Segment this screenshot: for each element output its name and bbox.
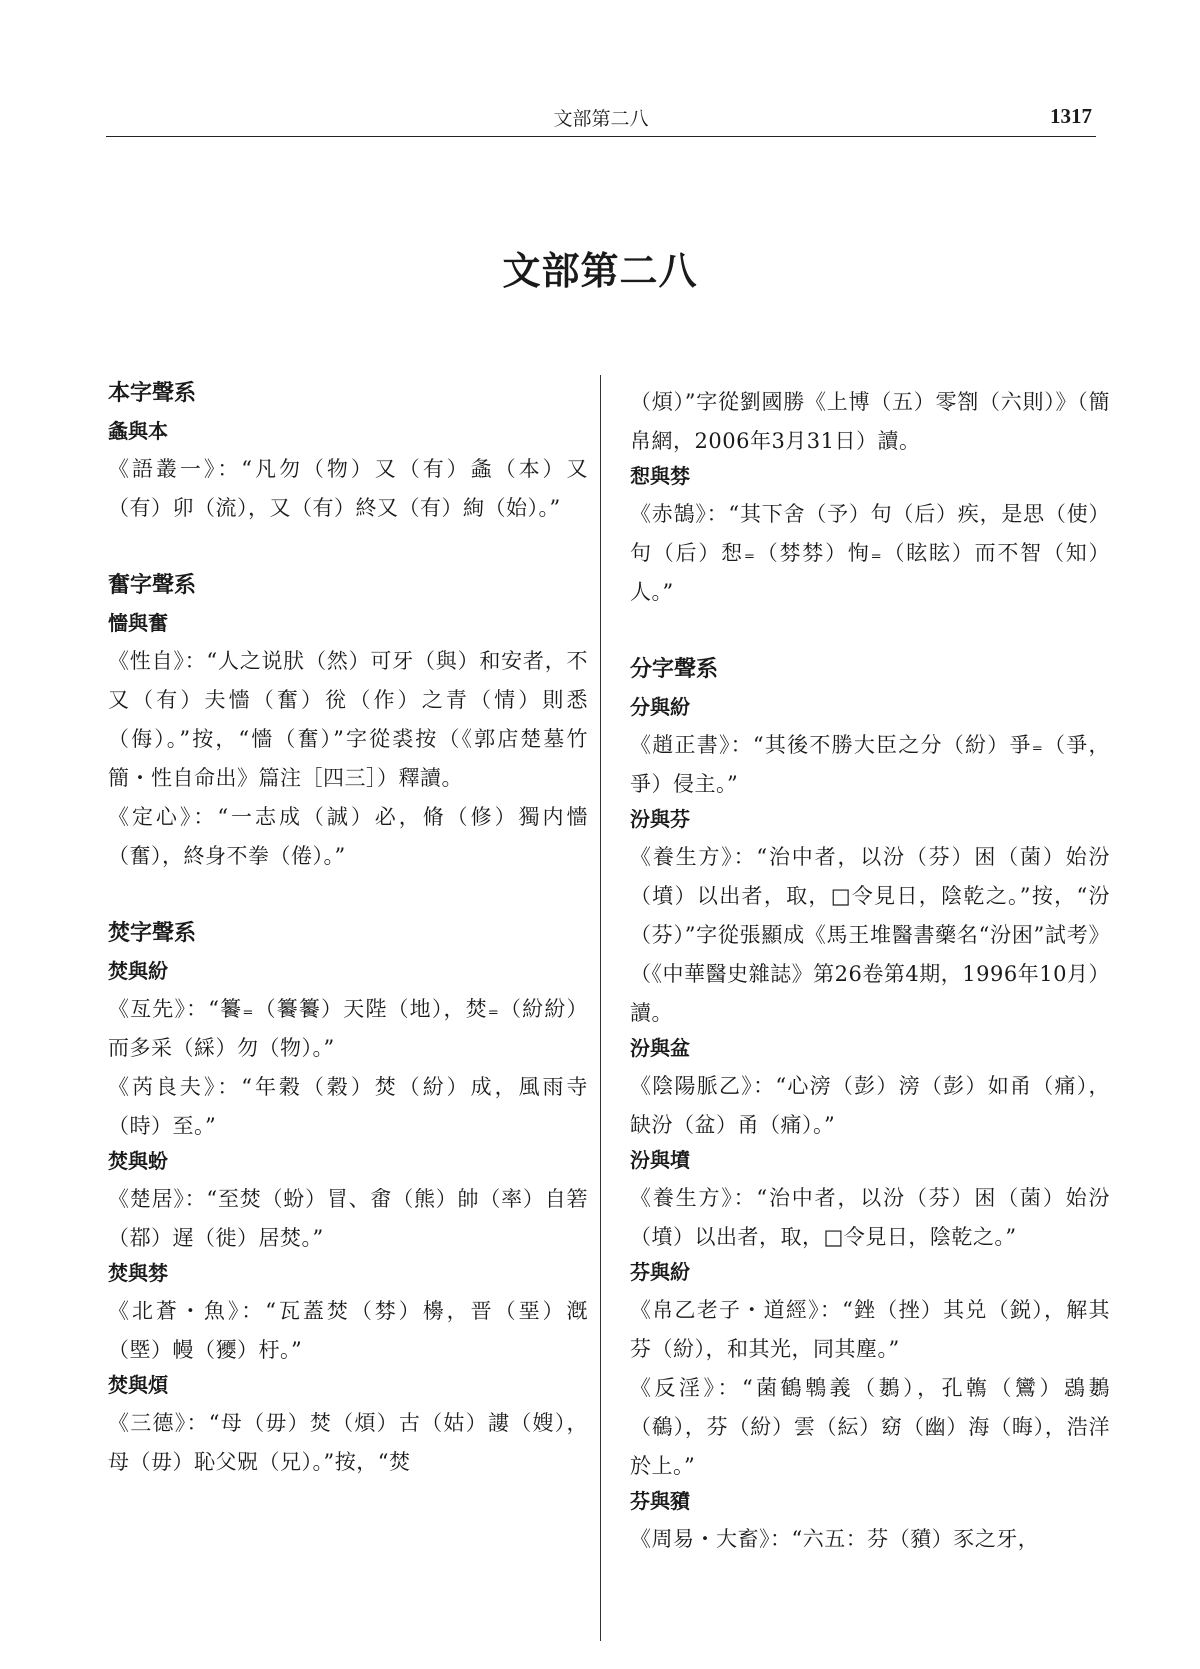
character-pair-entry — [108, 1258, 588, 1370]
character-pair-entry — [108, 1146, 588, 1258]
entry-heading: 汾與芬 — [630, 807, 690, 831]
character-pair-entry — [630, 1145, 1110, 1257]
citation-paragraph: 《語叢一》：“凡勿（物）又（有）螽（本）又（有）卯（流），又（有）終又（有）絢（始）。” — [108, 457, 588, 520]
phonetic-series-section — [630, 654, 1110, 1559]
phonetic-series-section — [108, 918, 588, 1482]
citation-paragraph: 《赤鵠》：“其下舍（予）句（后）疾，是思（使）句（后）惒₌（棼棼）恂₌（眩眩）而不智（知）人。” — [630, 502, 1110, 604]
running-title: 文部第二八 — [553, 108, 649, 130]
section-heading: 分字聲系 — [630, 657, 719, 682]
section-gap — [630, 612, 1110, 654]
character-pair-entry — [630, 1486, 1110, 1559]
citation-paragraph: 《亙先》：“䉵₌（䉵䉵）天陛（地），焚₌（紛紛）而多采（綵）勿（物）。” — [108, 997, 588, 1060]
section-gap — [108, 528, 588, 570]
citation-paragraph: 《陰陽脈乙》：“心滂（彭）滂（彭）如甬（痛），缺汾（盆）甬（痛）。” — [630, 1074, 1110, 1137]
entry-heading: 分與紛 — [630, 695, 690, 719]
citation-paragraph: 《芮良夫》：“年穀（穀）焚（紛）成，風雨寺（時）至。” — [108, 1075, 588, 1138]
citation-paragraph: 《北蒼・魚》：“瓦蓋焚（棼）櫋，晋（堊）漑（塈）幔（獿）杅。” — [108, 1299, 588, 1362]
character-pair-entry — [108, 1370, 588, 1482]
character-pair-entry — [108, 416, 588, 528]
page-number: 1317 — [1050, 104, 1092, 128]
citation-paragraph: 《帛乙老子・道經》：“銼（挫）其兑（鋭），解其芬（紛），和其光，同其塵。” — [630, 1298, 1110, 1361]
character-pair-entry — [630, 1033, 1110, 1145]
phonetic-series-section — [108, 570, 588, 876]
entry-heading: 汾與盆 — [630, 1036, 690, 1060]
entry-heading: 焚與煩 — [108, 1373, 168, 1397]
left-column — [108, 378, 588, 1482]
entry-heading: 螽與本 — [108, 419, 168, 443]
entry-heading: 芬與豶 — [630, 1489, 690, 1513]
citation-paragraph: 《性自》：“人之说肰（然）可牙（與）和安者，不又（有）夫懎（奮）㣞（作）之青（情）則悉（侮）。”按，“懎（奮）”字從裘按（《郭店楚墓竹簡・性自命出》篇注［四三］）釋讀。 — [108, 649, 588, 790]
phonetic-series-section — [630, 383, 1110, 612]
character-pair-entry — [630, 383, 1110, 461]
citation-paragraph: 《周易・大畜》：“六五：芬（豶）豕之牙， — [630, 1527, 1040, 1551]
character-pair-entry — [630, 692, 1110, 804]
section-heading: 焚字聲系 — [108, 921, 197, 946]
character-pair-entry — [108, 956, 588, 1146]
citation-paragraph: 《養生方》：“治中者，以汾（芬）困（菌）始汾（墳）以出者，取，□令見日，陰乾之。”按，“汾（芬）”字從張顯成《馬王堆醫書藥名“汾困”試考》（《中華醫史雜誌》第26卷第4期，1996年10月）讀。 — [630, 845, 1110, 1025]
running-header — [106, 100, 1096, 137]
page-title: 文部第二八 — [502, 249, 698, 293]
phonetic-series-section — [108, 378, 588, 528]
entry-heading: 芬與紛 — [630, 1260, 690, 1284]
entry-heading: 惒與棼 — [630, 464, 690, 488]
citation-paragraph: （煩）”字從劉國勝《上博（五）零劄（六則）》（簡帛網，2006年3月31日）讀。 — [630, 390, 1110, 453]
citation-paragraph: 《三德》：“母（毋）焚（煩）古（姑）謱（嫂），母（毋）恥父㒭（兄）。”按，“焚 — [108, 1411, 588, 1474]
entry-heading: 焚與紛 — [108, 959, 168, 983]
entry-heading: 汾與墳 — [630, 1148, 690, 1172]
citation-paragraph: 《趙正書》：“其後不勝大臣之分（紛）爭₌（爭，爭）侵主。” — [630, 733, 1110, 796]
right-column — [630, 383, 1110, 1559]
section-heading: 奮字聲系 — [108, 573, 197, 598]
section-gap — [108, 876, 588, 918]
citation-paragraph: 《定心》：“一志成（誠）必，脩（修）獨内懎（奮），終身不拳（倦）。” — [108, 805, 588, 868]
entry-heading: 懎與奮 — [108, 611, 168, 635]
citation-paragraph: 《養生方》：“治中者，以汾（芬）困（菌）始汾（墳）以出者，取，□令見日，陰乾之。” — [630, 1186, 1110, 1249]
column-divider — [600, 375, 601, 1641]
character-pair-entry — [630, 804, 1110, 1033]
character-pair-entry — [108, 608, 588, 876]
section-heading: 本字聲系 — [108, 381, 197, 406]
citation-paragraph: 《楚居》：“至焚（蚡）冒、畬（熊）帥（率）自箬（鄀）遅（徙）居焚。” — [108, 1187, 588, 1250]
citation-paragraph: 《反淫》：“菌鶴鵯義（鶈），孔鶾（鸞）鵋鶈（鵗），芬（紛）雲（紜）窈（幽）海（晦），浩洋於上。” — [630, 1376, 1110, 1478]
character-pair-entry — [630, 1257, 1110, 1486]
entry-heading: 焚與蚡 — [108, 1149, 168, 1173]
character-pair-entry — [630, 461, 1110, 612]
entry-heading: 焚與棼 — [108, 1261, 168, 1285]
